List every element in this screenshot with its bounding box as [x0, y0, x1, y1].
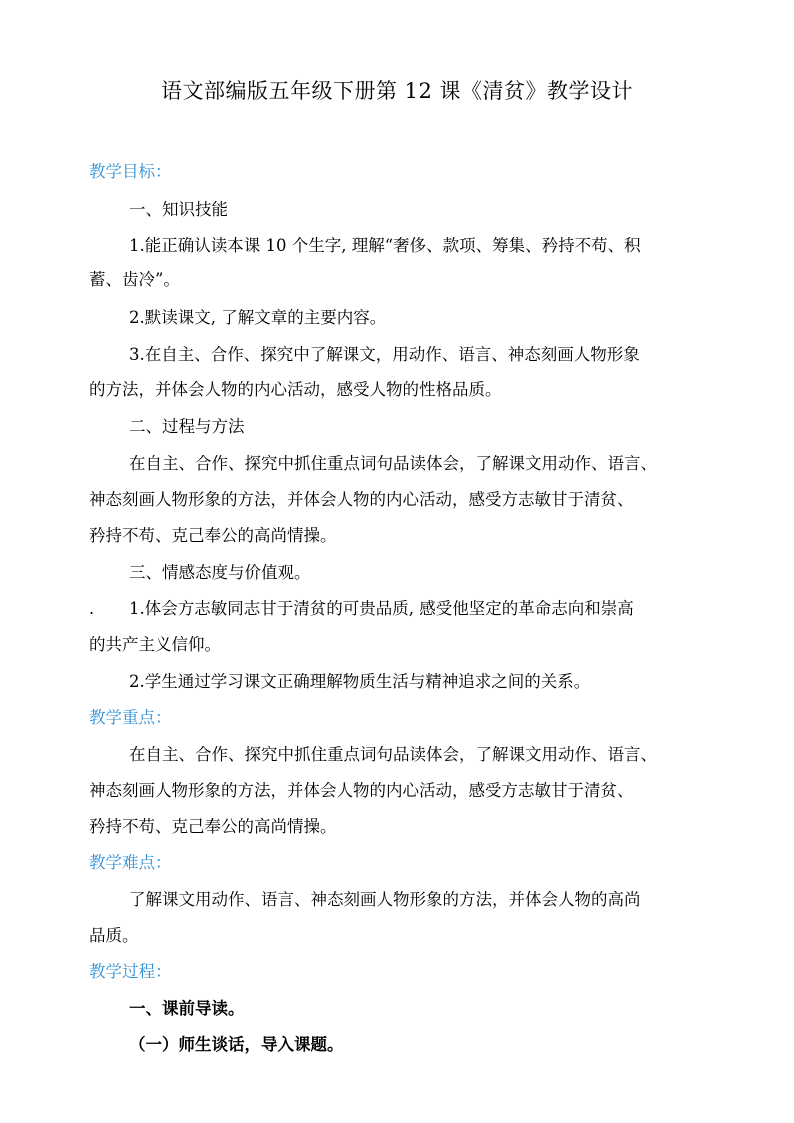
goal3-item2: 2.学生通过学习课文正确理解物质生活与精神追求之间的关系。: [129, 672, 591, 691]
teaching-goals-heading: 教学目标：: [89, 162, 172, 181]
goal3-item1-line1: 1.体会方志敏同志甘于清贫的可贵品质, 感受他坚定的革命志向和崇高: [129, 599, 634, 618]
process-heading: 教学过程：: [89, 962, 172, 981]
difficulty-line2: 品质。: [89, 926, 139, 945]
goal1-item2: 2.默读课文, 了解文章的主要内容。: [129, 308, 387, 327]
goal1-heading: 一、知识技能: [129, 200, 228, 219]
goal1-item3-line1: 3.在自主、合作、探究中了解课文，用动作、语言、神态刻画人物形象: [129, 345, 640, 364]
goal3-item1-line2: 的共产主义信仰。: [89, 635, 221, 654]
goal1-item3-line2: 的方法，并体会人物的内心活动，感受人物的性格品质。: [89, 380, 502, 399]
goal1-item1-line2: 蓄、齿冷”。: [89, 270, 180, 289]
process-step1: 一、课前导读。: [129, 999, 245, 1018]
goal2-line3: 矜持不苟、克己奉公的高尚情操。: [89, 526, 337, 545]
document-title: 语文部编版五年级下册第 12 课《清贫》教学设计: [160, 79, 634, 103]
process-sub1: （一）师生谈话，导入课题。: [129, 1035, 344, 1054]
key-line1: 在自主、合作、探究中抓住重点词句品读体会，了解课文用动作、语言、: [129, 745, 657, 764]
stray-dot: .: [89, 599, 95, 618]
key-line3: 矜持不苟、克己奉公的高尚情操。: [89, 817, 337, 836]
goal2-heading: 二、过程与方法: [129, 417, 245, 436]
goal2-line1: 在自主、合作、探究中抓住重点词句品读体会，了解课文用动作、语言、: [129, 454, 657, 473]
key-points-heading: 教学重点：: [89, 708, 172, 727]
goal3-heading: 三、情感态度与价值观。: [129, 563, 311, 582]
key-line2: 神态刻画人物形象的方法，并体会人物的内心活动，感受方志敏甘于清贫、: [89, 781, 634, 800]
goal2-line2: 神态刻画人物形象的方法，并体会人物的内心活动，感受方志敏甘于清贫、: [89, 490, 634, 509]
goal1-item1-line1: 1.能正确认读本课 10 个生字, 理解“奢侈、款项、筹集、矜持不苟、积: [129, 236, 641, 255]
difficulty-heading: 教学难点：: [89, 853, 172, 872]
difficulty-line1: 了解课文用动作、语言、神态刻画人物形象的方法，并体会人物的高尚: [129, 890, 641, 909]
